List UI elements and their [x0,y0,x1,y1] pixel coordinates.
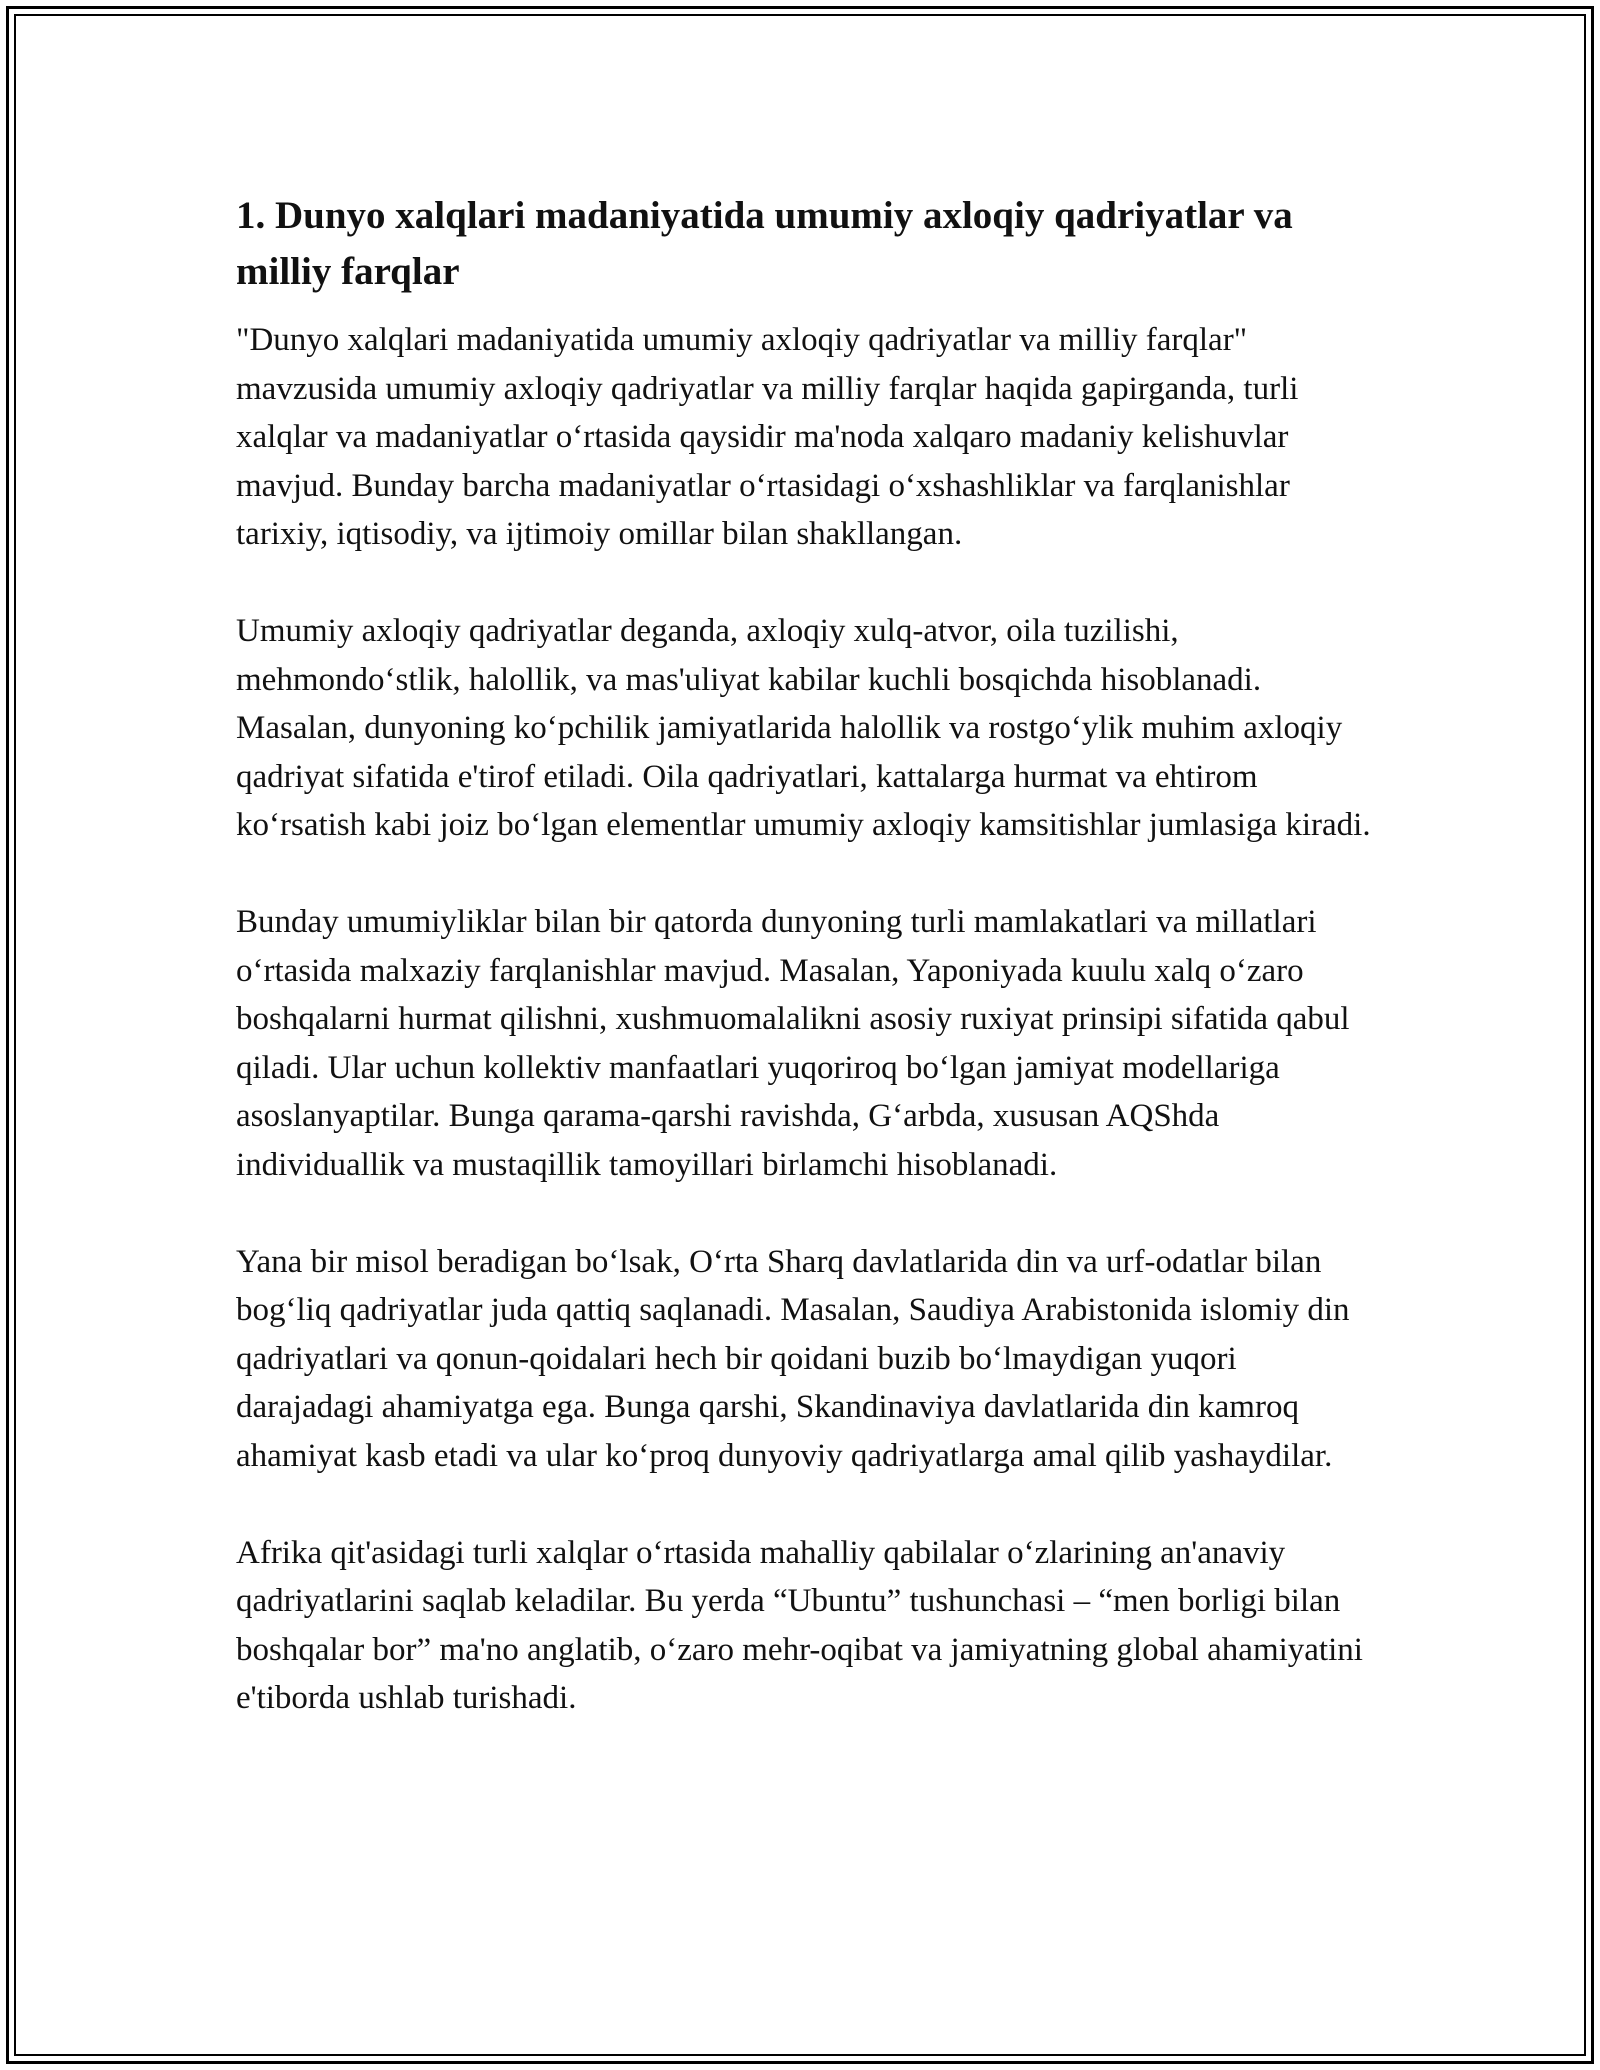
section-heading: 1. Dunyo xalqlari madaniyatida umumiy axloqiy qadriyatlar va milliy farqlar [236,194,1293,293]
paragraph-africa: Afrika qit'asidagi turli xalqlar o‘rtasida mahalliy qabilalar o‘zlarining an'anaviy qadriyatlarini saqlab keladilar. Bu yerda “Ubuntu” tushunchasi – “men borligi bilan boshqalar bor” ma'no anglatib, o‘zaro mehr-oqibat va jamiyatning global ahamiyatini e'tiborda ushlab turishadi. [236,1534,1363,1716]
paragraph-intro: "Dunyo xalqlari madaniyatida umumiy axloqiy qadriyatlar va milliy farqlar" mavzusida umumiy axloqiy qadriyatlar va milliy farqlar haqida gapirganda, turli xalqlar va madaniyatlar o‘rtasida qaysidir ma'noda xalqaro madaniy kelishuvlar mavjud. Bunday barcha madaniyatlar o‘rtasidagi o‘xshashliklar va farqlanishlar tarixiy, iqtisodiy, va ijtimoiy omillar bilan shakllangan. [236,322,1299,552]
paragraph-common-values: Umumiy axloqiy qadriyatlar deganda, axloqiy xulq-atvor, oila tuzilishi, mehmondo‘stlik, halollik, va mas'uliyat kabilar kuchli bosqichda hisoblanadi. Masalan, dunyoning ko‘pchilik jamiyatlarida halollik va rostgo‘ylik muhim axloqiy qadriyat sifatida e'tirof etiladi. Oila qadriyatlari, kattalarga hurmat va ehtirom ko‘rsatish kabi joiz bo‘lgan elementlar umumiy axloqiy kamsitishlar jumlasiga kiradi. [236,613,1371,843]
document-body [236,188,1376,1723]
paragraph-national-differences: Bunday umumiyliklar bilan bir qatorda dunyoning turli mamlakatlari va millatlari o‘rtasida malxaziy farqlanishlar mavjud. Masalan, Yaponiyada kuulu xalq o‘zaro boshqalarni hurmat qilishni, xushmuomalalikni asosiy ruxiyat prinsipi sifatida qabul qiladi. Ular uchun kollektiv manfaatlari yuqoriroq bo‘lgan jamiyat modellariga asoslanyaptilar. Bunga qarama-qarshi ravishda, G‘arbda, xususan AQShda individuallik va mustaqillik tamoyillari birlamchi hisoblanadi. [236,904,1350,1183]
paragraph-middle-east: Yana bir misol beradigan bo‘lsak, O‘rta Sharq davlatlarida din va urf-odatlar bilan bog‘liq qadriyatlar juda qattiq saqlanadi. Masalan, Saudiya Arabistonida islomiy din qadriyatlari va qonun-qoidalari hech bir qoidani buzib bo‘lmaydigan yuqori darajadagi ahamiyatga ega. Bunga qarshi, Skandinaviya davlatlarida din kamroq ahamiyat kasb etadi va ular ko‘proq dunyoviy qadriyatlarga amal qilib yashaydilar. [236,1243,1350,1474]
